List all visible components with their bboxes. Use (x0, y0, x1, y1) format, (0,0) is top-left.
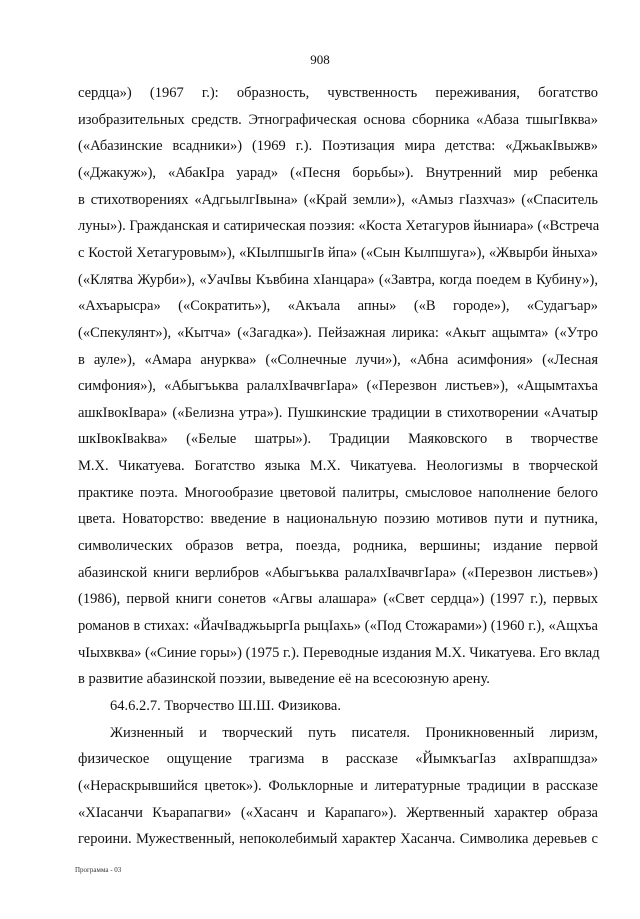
text-line: («Спекулянт»), «Кытча» («Загадка»). Пейзажная лирика: «Акыт ащымта» («Утро (78, 324, 598, 341)
text-line: «Ахъарысра» («Сократить»), «Акъала апны» («В городе»), «Судагъар» (78, 298, 598, 315)
text-line: («Абазинские всадники») (1969 г.). Поэтизация мира детства: «ДжьакІвыжв» (78, 138, 598, 155)
text-line: практике поэта. Многообразие цветовой палитры, смысловое наполнение белого (78, 484, 598, 501)
text-line: в развитие абазинской поэзии, выведение её на всесоюзную арену. (78, 671, 490, 688)
text-line: с Костой Хетагуровым»), «КІылпшыгІв йпа» («Сын Кылпшуга»), «Жвырби йныха» (78, 244, 598, 261)
text-line: изобразительных средств. Этнографическая основа сборника «Абаза тшыгІвква» (78, 111, 598, 128)
text-line: 64.6.2.7. Творчество Ш.Ш. Физикова. (110, 697, 341, 714)
text-line: сердца») (1967 г.): образность, чувственность переживания, богатство (78, 85, 598, 101)
text-line: абазинской книги верлибров «Абыгъьква ралалхІвачвгІара» («Перезвон листьев») (78, 564, 598, 581)
text-line: М.Х. Чикатуева. Богатство языка М.Х. Чикатуева. Неологизмы в творческой (78, 458, 598, 475)
page-number: 908 (310, 52, 330, 67)
text-line: в стихотворениях «АдгьылгІвына» («Край земли»), «Амыз гІазхчаз» («Спаситель (78, 191, 598, 208)
text-line: героини. Мужественный, непоколебимый характер Хасанча. Символика деревьев с (78, 831, 598, 848)
text-line: физическое ощущение трагизма в рассказе «ЙымкъагІаз ахІврапшдза» (78, 751, 598, 768)
text-line: Жизненный и творческий путь писателя. Проникновенный лиризм, (110, 724, 598, 741)
text-line: романов в стихах: «ЙачІваджьыргІа рыцІахь» («Под Стожарами») (1960 г.), «Ащхъа (78, 618, 598, 634)
text-line: чІыхвква» («Синие горы») (1975 г.). Переводные издания М.Х. Чикатуева. Его вклад (78, 644, 600, 661)
text-line: симфония»), «Абыгъьква ралалхІвачвгІара» («Перезвон листьев»), «Ащымтахъа (78, 378, 598, 395)
text-line: (1986), первой книги сонетов «Агвы алашара» («Свет сердца») (1997 г.), первых (78, 591, 598, 608)
text-line: ашкІвокІвара» («Белизна утра»). Пушкинские традиции в стихотворении «Ачатыр (78, 404, 598, 421)
text-line: шкІвокІвakва» («Белые шатры»). Традиции Маяковского в творчестве (78, 431, 598, 448)
text-line: символических образов ветра, поезда, родника, вершины; издание первой (78, 538, 598, 555)
footer-note: Программа - 03 (75, 866, 122, 874)
text-line: («Клятва Журби»), «УачІвы Къвбина хІанцара» («Завтра, когда поедем в Кубину»), (78, 271, 598, 288)
text-line: («Джакуж»), «АбакІра уарад» («Песня борьбы»). Внутренний мир ребенка (78, 164, 598, 181)
text-line: луны»). Гражданская и сатирическая поэзия: «Коста Хетагуров йыниара» («Встреча (78, 218, 600, 235)
text-line: («Нераскрывшийся цветок»). Фольклорные и литературные традиции в рассказе (78, 777, 598, 794)
text-line: «ХІасанчи Къарапагви» («Хасанч и Карапаго»). Жертвенный характер образа (78, 804, 598, 821)
text-line: цвета. Новаторство: введение в национальную поэзию мотивов пути и путника, (78, 511, 598, 528)
text-line: в ауле»), «Амара анурква» («Солнечные лучи»), «Абна асимфония» («Лесная (78, 351, 598, 368)
